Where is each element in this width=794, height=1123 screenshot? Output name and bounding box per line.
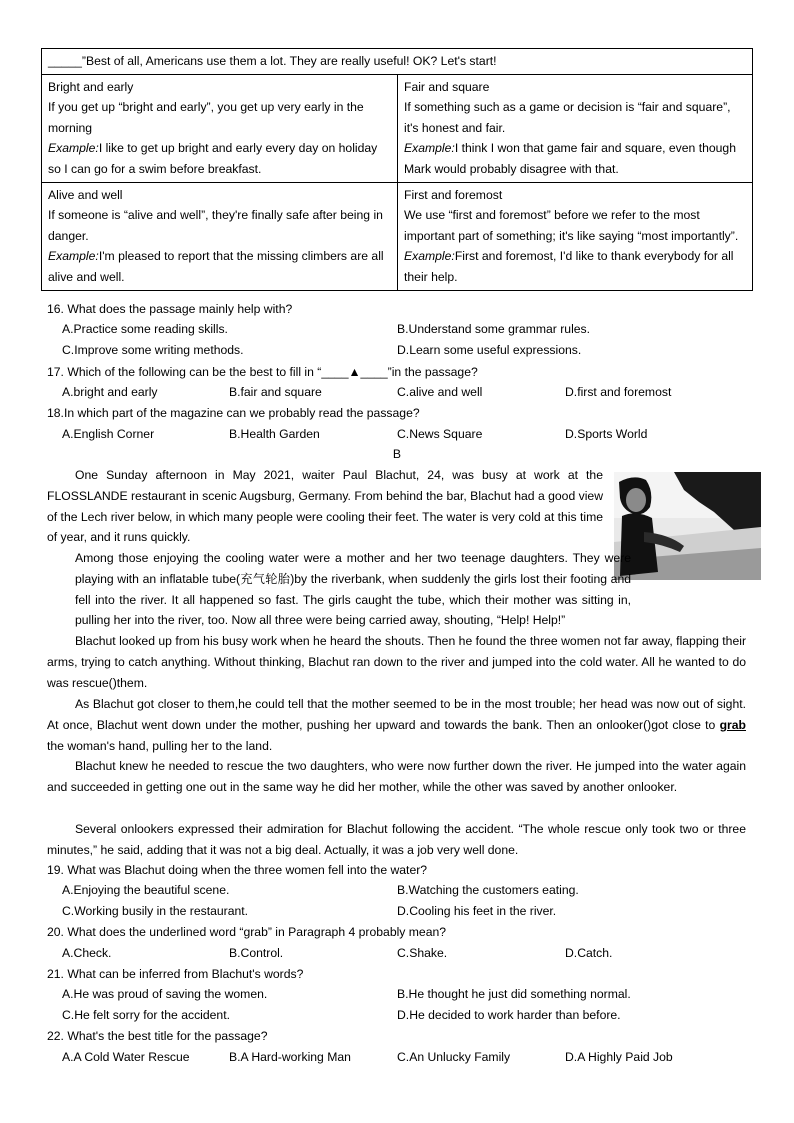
option-a[interactable]: A.He was proud of saving the women.: [62, 987, 268, 1001]
option-b[interactable]: B.Watching the customers eating.: [397, 883, 579, 897]
option-d[interactable]: D.first and foremost: [565, 385, 672, 399]
underlined-word-grab: grab: [719, 717, 746, 732]
option-b[interactable]: B.Health Garden: [229, 427, 320, 441]
example-label: Example:: [48, 141, 99, 156]
example-label: Example:: [404, 141, 455, 156]
question-16: 16. What does the passage mainly help with?: [47, 302, 293, 316]
expression-example: First and foremost, I'd like to thank everybody for all their help.: [404, 249, 734, 284]
para4-text-a: As Blachut got closer to them,he could tell that the mother seemed to be in the most trouble; her head was now out of sight. At once, Blachut went down under the mother, pushing her upward and towards the bank. Then an onlooker()got close to: [47, 697, 746, 732]
option-b[interactable]: B.Control.: [229, 946, 284, 960]
option-b[interactable]: B.fair and square: [229, 385, 322, 399]
expression-title: First and foremost: [404, 187, 503, 202]
option-a[interactable]: A.A Cold Water Rescue: [62, 1050, 190, 1064]
option-c[interactable]: C.News Square: [397, 427, 483, 441]
expression-title: Bright and early: [48, 79, 134, 94]
passage-paragraph-6: Several onlookers expressed their admiration for Blachut following the accident. “The whole rescue only took two or three minutes,” he said, adding that it was not a big deal. Actually, it was a job very well done.: [47, 822, 746, 857]
example-label: Example:: [404, 249, 455, 264]
option-c[interactable]: C.Shake.: [397, 946, 448, 960]
table-header: _____”Best of all, Americans use them a lot. They are really useful! OK? Let's start!: [42, 49, 753, 75]
option-a[interactable]: A.Check.: [62, 946, 112, 960]
option-a[interactable]: A.Practice some reading skills.: [62, 322, 228, 336]
expression-definition: If you get up “bright and early”, you get up very early in the morning: [48, 100, 364, 135]
para4-text-b: the woman's hand, pulling her to the land.: [47, 738, 273, 753]
option-c[interactable]: C.He felt sorry for the accident.: [62, 1008, 230, 1022]
option-c[interactable]: C.alive and well: [397, 385, 483, 399]
example-label: Example:: [48, 249, 99, 264]
expression-definition: If someone is “alive and well”, they're finally safe after being in danger.: [48, 208, 383, 243]
option-b[interactable]: B.Understand some grammar rules.: [397, 322, 591, 336]
expression-definition: If something such as a game or decision is “fair and square”, it's honest and fair.: [404, 100, 731, 135]
option-c[interactable]: C.An Unlucky Family: [397, 1050, 511, 1064]
expression-example: I'm pleased to report that the missing climbers are all alive and well.: [48, 249, 384, 284]
question-17: 17. Which of the following can be the best to fill in “____▲____”in the passage?: [47, 365, 478, 379]
option-c[interactable]: C.Improve some writing methods.: [62, 343, 244, 357]
expression-cell: [398, 74, 753, 182]
passage-paragraph-3: Blachut looked up from his busy work when he heard the shouts. Then he found the three women not far away, flapping their arms, trying to catch anything. Without thinking, Blachut ran down to the river and jumped into the cold water. All he wanted to do was rescue()them.: [47, 634, 746, 690]
option-b[interactable]: B.He thought he just did something normal.: [397, 987, 631, 1001]
question-18: 18.In which part of the magazine can we probably read the passage?: [47, 406, 420, 420]
passage-paragraph-1: One Sunday afternoon in May 2021, waiter Paul Blachut, 24, was busy at work at the FLOSSLANDE restaurant in scenic Augsburg, Germany. From behind the bar, Blachut had a good view of the Lech river below, in which many people were cooling their feet. The water is very cold at this time of year, and it runs quickly.: [47, 468, 603, 545]
passage-paragraph-5: Blachut knew he needed to rescue the two daughters, who were now further down the river. He jumped into the water again and succeeded in getting one out in the same way he did her mother, while the other was saved by another onlooker.: [47, 759, 746, 794]
passage-paragraph-4: [47, 694, 746, 756]
option-a[interactable]: A.bright and early: [62, 385, 158, 399]
expression-cell: [398, 182, 753, 290]
expression-title: Alive and well: [48, 187, 123, 202]
question-22: 22. What's the best title for the passage?: [47, 1029, 268, 1043]
expression-example: I like to get up bright and early every day on holiday so I can go for a swim before breakfast.: [48, 141, 378, 176]
option-a[interactable]: A.Enjoying the beautiful scene.: [62, 883, 230, 897]
option-a[interactable]: A.English Corner: [62, 427, 155, 441]
question-21: 21. What can be inferred from Blachut's words?: [47, 967, 304, 981]
passage-paragraph-2: [47, 548, 746, 631]
option-d[interactable]: D.Cooling his feet in the river.: [397, 904, 557, 918]
question-20: 20. What does the underlined word “grab” in Paragraph 4 probably mean?: [47, 925, 447, 939]
option-d[interactable]: D.A Highly Paid Job: [565, 1050, 673, 1064]
para2-wrap: Among those enjoying the cooling water were a mother and her two teenage daughters. They were playing with an inflatable tube(充气轮胎)by the riverbank, when suddenly the girls lost their footing and fell into the river. It all happened so fast. The girls caught the tube, which their mother was sitting in, pulling her into the river, too. Now all three were being carried away, shouting, “Help! Help!”: [75, 551, 631, 628]
expression-title: Fair and square: [404, 79, 490, 94]
expressions-table: [41, 48, 753, 291]
expression-cell: [42, 74, 398, 182]
option-b[interactable]: B.A Hard-working Man: [229, 1050, 351, 1064]
question-19: 19. What was Blachut doing when the three women fell into the water?: [47, 863, 428, 877]
option-d[interactable]: D.Sports World: [565, 427, 648, 441]
option-d[interactable]: D.Learn some useful expressions.: [397, 343, 582, 357]
expression-example: I think I won that game fair and square, even though Mark would probably disagree with that.: [404, 141, 736, 176]
option-d[interactable]: D.He decided to work harder than before.: [397, 1008, 621, 1022]
option-d[interactable]: D.Catch.: [565, 946, 613, 960]
option-c[interactable]: C.Working busily in the restaurant.: [62, 904, 249, 918]
expression-definition: We use “first and foremost” before we refer to the most important part of something; it's like saying “most importantly”.: [404, 208, 739, 243]
section-b-heading: B: [392, 447, 402, 461]
expression-cell: [42, 182, 398, 290]
